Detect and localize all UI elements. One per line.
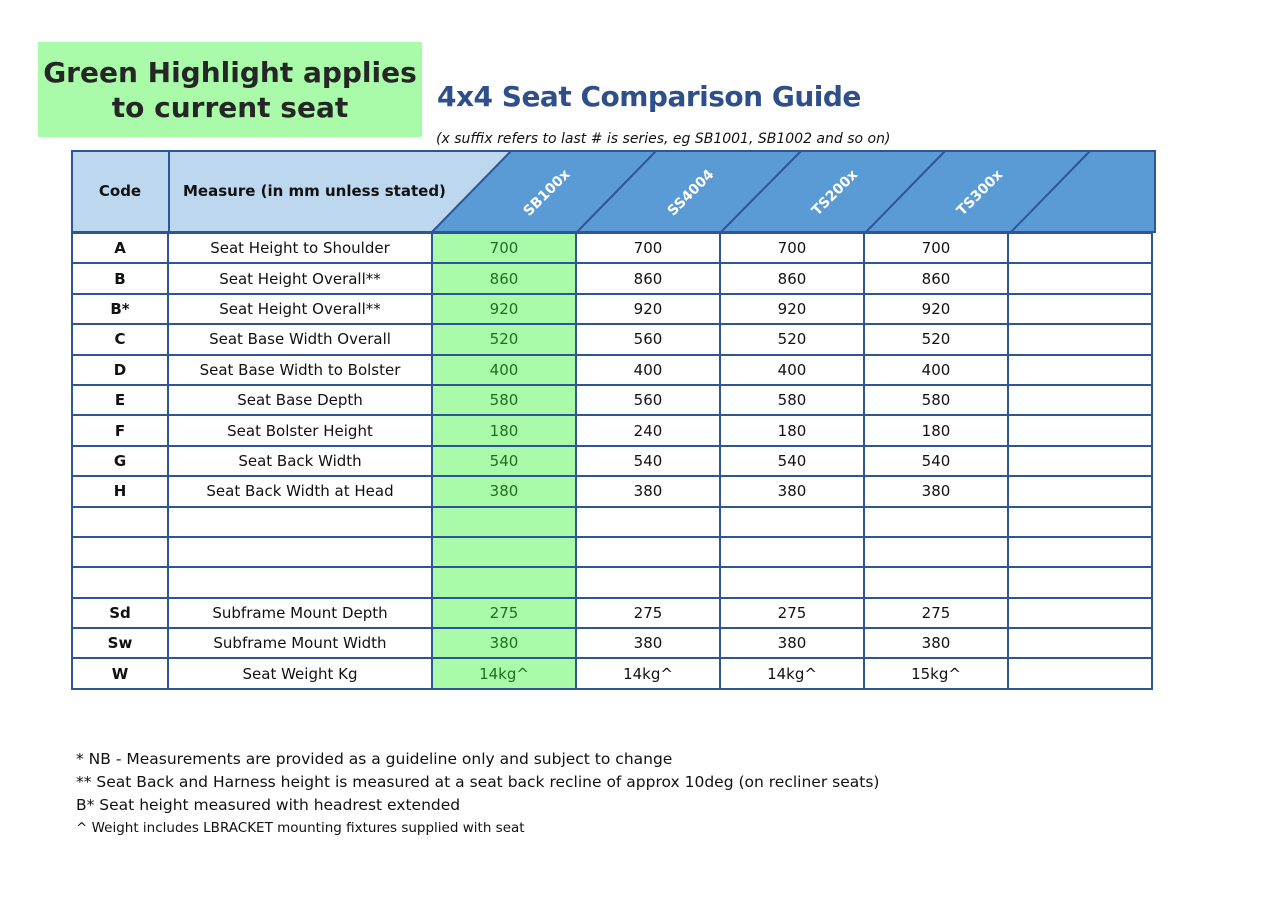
footnote-1: * NB - Measurements are provided as a guideline only and subject to change (76, 750, 673, 768)
table-row (72, 263, 1152, 293)
cell-value: 180 (432, 415, 576, 445)
cell-value (1008, 294, 1152, 324)
cell-value: 860 (432, 263, 576, 293)
cell-value: 700 (864, 233, 1008, 263)
table-row (72, 415, 1152, 445)
cell-value (576, 567, 720, 597)
table-row (72, 324, 1152, 354)
cell-measure (168, 567, 432, 597)
cell-value (1008, 415, 1152, 445)
cell-measure: Seat Height Overall** (168, 263, 432, 293)
table-row (72, 567, 1152, 597)
cell-code (72, 567, 168, 597)
cell-code: B (72, 263, 168, 293)
cell-value (720, 567, 864, 597)
cell-value: 920 (432, 294, 576, 324)
cell-code: F (72, 415, 168, 445)
header-measure: Measure (in mm unless stated) (183, 182, 446, 200)
cell-measure: Seat Back Width at Head (168, 476, 432, 506)
cell-value: 14kg^ (432, 658, 576, 688)
cell-value (864, 507, 1008, 537)
header-model-ts300x: TS300x (953, 166, 1007, 220)
cell-value: 860 (576, 263, 720, 293)
comparison-grid (71, 232, 1153, 690)
footnote-4: ^ Weight includes LBRACKET mounting fixtures supplied with seat (76, 820, 525, 836)
cell-value: 400 (864, 355, 1008, 385)
cell-value: 520 (432, 324, 576, 354)
cell-value: 380 (576, 628, 720, 658)
cell-measure: Subframe Mount Width (168, 628, 432, 658)
cell-code: C (72, 324, 168, 354)
comparison-table (71, 150, 1157, 683)
header-model-ts200x: TS200x (808, 166, 862, 220)
footnote-3: B* Seat height measured with headrest extended (76, 796, 461, 814)
table-row (72, 537, 1152, 567)
footnote-2: ** Seat Back and Harness height is measured at a seat back recline of approx 10deg (on recliner seats) (76, 773, 880, 791)
cell-value (1008, 355, 1152, 385)
cell-value (1008, 507, 1152, 537)
cell-value (1008, 446, 1152, 476)
cell-value: 180 (864, 415, 1008, 445)
cell-value: 240 (576, 415, 720, 445)
cell-measure (168, 507, 432, 537)
cell-value: 580 (864, 385, 1008, 415)
cell-value: 14kg^ (720, 658, 864, 688)
table-row (72, 294, 1152, 324)
page-subtitle: (x suffix refers to last # is series, eg SB1001, SB1002 and so on) (436, 131, 891, 147)
cell-code: E (72, 385, 168, 415)
legend-line-2: to current seat (111, 90, 349, 124)
cell-value: 400 (720, 355, 864, 385)
cell-value (576, 507, 720, 537)
cell-measure: Seat Base Width to Bolster (168, 355, 432, 385)
cell-value: 380 (720, 628, 864, 658)
cell-value: 180 (720, 415, 864, 445)
cell-value: 700 (720, 233, 864, 263)
cell-value: 520 (720, 324, 864, 354)
cell-measure (168, 537, 432, 567)
cell-value: 560 (576, 324, 720, 354)
cell-value: 380 (864, 628, 1008, 658)
cell-value (1008, 476, 1152, 506)
header-code: Code (98, 182, 142, 200)
cell-value: 920 (864, 294, 1008, 324)
cell-value (1008, 567, 1152, 597)
footnotes (76, 748, 879, 840)
cell-value (576, 537, 720, 567)
cell-value: 540 (720, 446, 864, 476)
cell-value (1008, 233, 1152, 263)
cell-value: 520 (864, 324, 1008, 354)
cell-value: 580 (720, 385, 864, 415)
cell-value: 275 (432, 598, 576, 628)
cell-value (1008, 263, 1152, 293)
cell-measure: Seat Bolster Height (168, 415, 432, 445)
cell-value (864, 537, 1008, 567)
page-title: 4x4 Seat Comparison Guide (437, 80, 861, 113)
table-row (72, 598, 1152, 628)
cell-code: D (72, 355, 168, 385)
cell-measure: Seat Height to Shoulder (168, 233, 432, 263)
cell-value: 400 (432, 355, 576, 385)
current-seat-legend (38, 42, 422, 137)
table-row (72, 628, 1152, 658)
cell-value (720, 537, 864, 567)
cell-code: A (72, 233, 168, 263)
cell-measure: Seat Base Depth (168, 385, 432, 415)
cell-value (1008, 658, 1152, 688)
cell-value: 860 (864, 263, 1008, 293)
cell-value (720, 507, 864, 537)
cell-value: 400 (576, 355, 720, 385)
cell-value: 380 (864, 476, 1008, 506)
table-row (72, 355, 1152, 385)
cell-measure: Seat Base Width Overall (168, 324, 432, 354)
cell-value: 380 (432, 476, 576, 506)
cell-code (72, 507, 168, 537)
cell-value: 380 (576, 476, 720, 506)
cell-value: 540 (432, 446, 576, 476)
cell-value: 275 (864, 598, 1008, 628)
cell-measure: Seat Weight Kg (168, 658, 432, 688)
cell-value (1008, 385, 1152, 415)
table-row (72, 507, 1152, 537)
cell-value: 700 (432, 233, 576, 263)
cell-measure: Subframe Mount Depth (168, 598, 432, 628)
cell-measure: Seat Back Width (168, 446, 432, 476)
cell-value (1008, 598, 1152, 628)
cell-value: 380 (432, 628, 576, 658)
cell-value (864, 567, 1008, 597)
cell-code: Sw (72, 628, 168, 658)
cell-value (432, 507, 576, 537)
cell-code: Sd (72, 598, 168, 628)
cell-value (1008, 628, 1152, 658)
cell-value: 920 (720, 294, 864, 324)
cell-code: G (72, 446, 168, 476)
cell-code: W (72, 658, 168, 688)
cell-value: 275 (576, 598, 720, 628)
cell-value (1008, 324, 1152, 354)
cell-value: 275 (720, 598, 864, 628)
cell-code: H (72, 476, 168, 506)
cell-value: 15kg^ (864, 658, 1008, 688)
table-row (72, 446, 1152, 476)
cell-value: 380 (720, 476, 864, 506)
cell-value: 560 (576, 385, 720, 415)
cell-measure: Seat Height Overall** (168, 294, 432, 324)
header-model-sb100x: SB100x (520, 166, 574, 220)
cell-value: 540 (864, 446, 1008, 476)
cell-value: 700 (576, 233, 720, 263)
table-row (72, 476, 1152, 506)
cell-value (1008, 537, 1152, 567)
cell-value (432, 537, 576, 567)
cell-value: 580 (432, 385, 576, 415)
cell-code (72, 537, 168, 567)
table-row (72, 385, 1152, 415)
header-model-ss4004: SS4004 (664, 166, 718, 220)
cell-value: 920 (576, 294, 720, 324)
cell-value (432, 567, 576, 597)
cell-code: B* (72, 294, 168, 324)
table-row (72, 233, 1152, 263)
legend-line-1: Green Highlight applies (43, 55, 417, 89)
cell-value: 14kg^ (576, 658, 720, 688)
cell-value: 540 (576, 446, 720, 476)
table-row (72, 658, 1152, 688)
cell-value: 860 (720, 263, 864, 293)
